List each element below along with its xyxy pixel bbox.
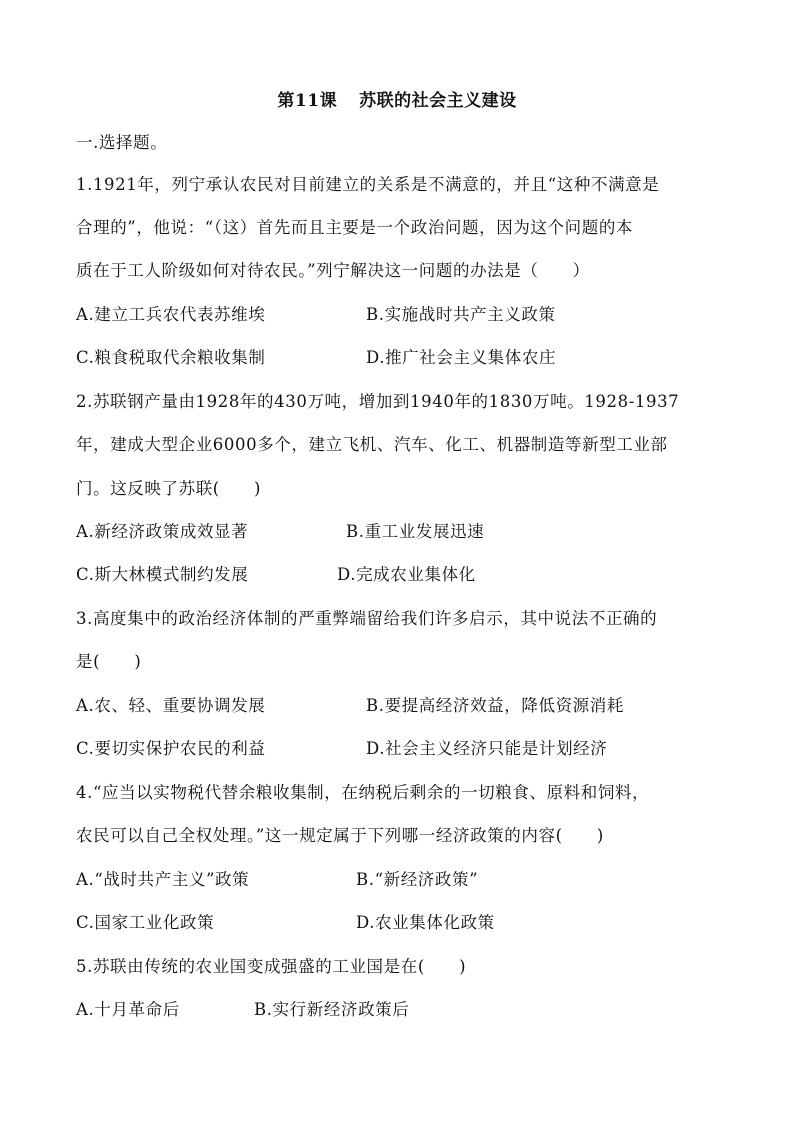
lesson-number: 第11课 (277, 91, 338, 111)
question-3-option-b: B.要提高经济效益，降低资源消耗 (366, 696, 624, 715)
question-1-line-2: 合理的”，他说：“（这）首先而且主要是一个政治问题，因为这个问题的本 (76, 218, 634, 237)
question-3-option-d: D.社会主义经济只能是计划经济 (366, 739, 608, 758)
question-1-line-1: 1.1921年，列宁承认农民对目前建立的关系是不满意的，并且“这种不满意是 (76, 175, 660, 194)
question-5-option-a: A.十月革命后 (76, 1000, 180, 1019)
question-4-line-1: 4.“应当以实物税代替余粮收集制，在纳税后剩余的一切粮食、原料和饲料， (76, 783, 650, 802)
question-1-option-b: B.实施战时共产主义政策 (366, 305, 556, 324)
question-1-option-c: C.粮食税取代余粮收集制 (76, 348, 266, 367)
question-4-line-2: 农民可以自己全权处理。”这一规定属于下列哪一经济政策的内容( ) (76, 826, 604, 845)
question-3-line-1: 3.高度集中的政治经济体制的严重弊端留给我们许多启示，其中说法不正确的 (76, 609, 658, 628)
question-4-option-d: D.农业集体化政策 (356, 913, 495, 932)
question-3-option-c: C.要切实保护农民的利益 (76, 739, 266, 758)
question-2-option-b: B.重工业发展迅速 (346, 522, 485, 541)
question-4-option-a: A.“战时共产主义”政策 (76, 870, 250, 889)
question-2-option-a: A.新经济政策成效显著 (76, 522, 249, 541)
question-2-option-c: C.斯大林模式制约发展 (76, 565, 249, 584)
question-2-line-2: 年，建成大型企业6000多个，建立飞机、汽车、化工、机器制造等新型工业部 (76, 435, 668, 454)
lesson-name: 苏联的社会主义建设 (359, 91, 517, 111)
question-2-line-1: 2.苏联钢产量由1928年的430万吨，增加到1940年的1830万吨。1928-1937 (76, 392, 680, 411)
section-heading: 一.选择题。 (76, 133, 168, 152)
question-1-line-3: 质在于工人阶级如何对待农民。”列宁解决这一问题的办法是（ ） (76, 261, 590, 280)
question-1-option-a: A.建立工兵农代表苏维埃 (76, 305, 266, 324)
question-5-option-b: B.实行新经济政策后 (254, 1000, 410, 1019)
question-3-option-a: A.农、轻、重要协调发展 (76, 696, 266, 715)
question-1-option-d: D.推广社会主义集体农庄 (366, 348, 557, 367)
page-title (0, 86, 794, 111)
question-3-line-2: 是( ) (76, 652, 142, 671)
question-4-option-c: C.国家工业化政策 (76, 913, 215, 932)
question-2-option-d: D.完成农业集体化 (337, 565, 476, 584)
question-4-option-b: B.“新经济政策” (356, 870, 479, 889)
question-2-line-3: 门。这反映了苏联( ) (76, 479, 262, 498)
question-5-line-1: 5.苏联由传统的农业国变成强盛的工业国是在( ) (76, 957, 467, 976)
